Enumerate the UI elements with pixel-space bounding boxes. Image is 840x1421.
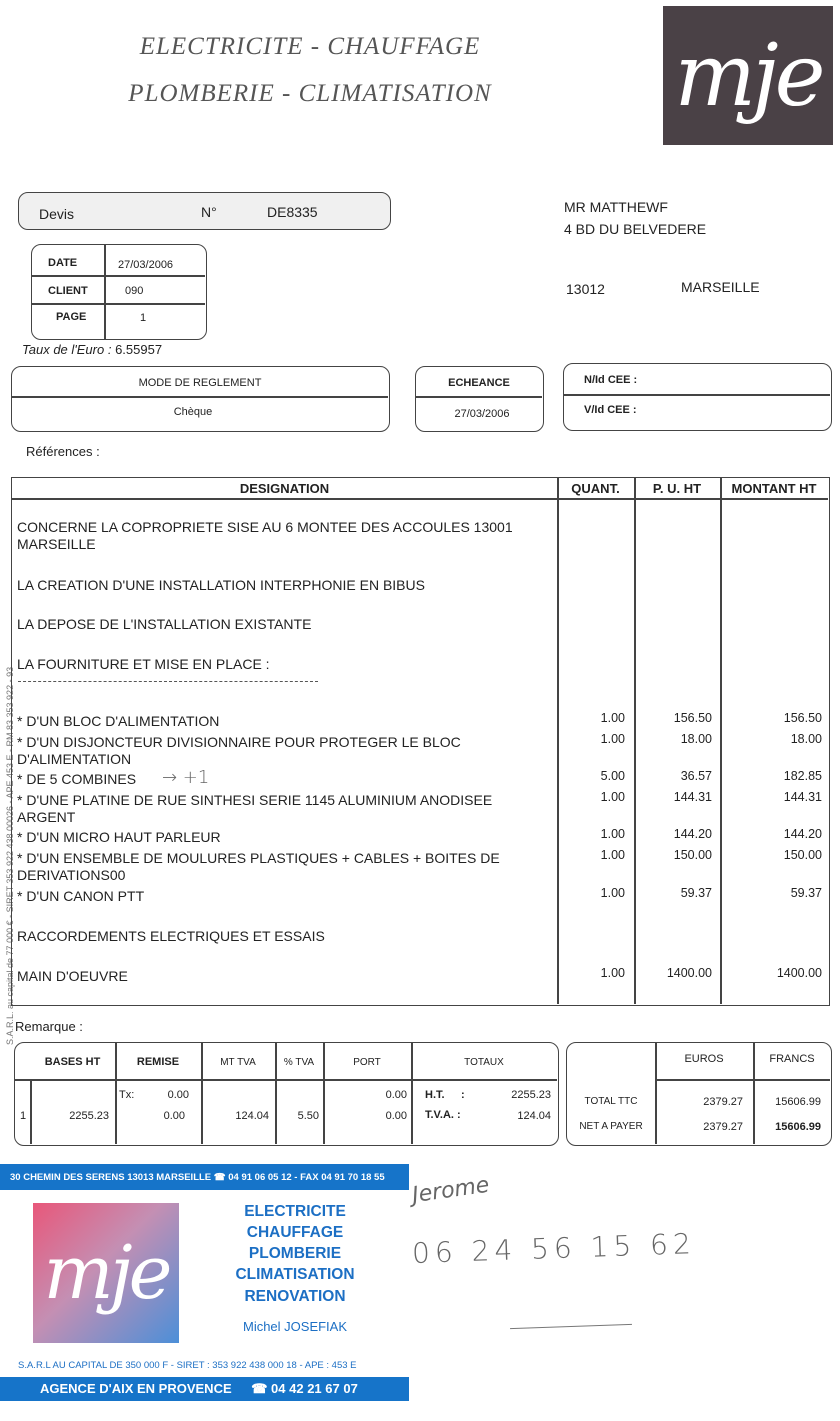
- tx-label: Tx:: [119, 1089, 135, 1101]
- table-row-designation: LA CREATION D'UNE INSTALLATION INTERPHONIE EN BIBUS: [17, 577, 425, 593]
- side-legal-text: S.A.R.L. au capital de 77 000 € - SIRET 353 922 438 00026 - APE 453 E - RM 83 353 922 - 93: [5, 666, 15, 1045]
- reglement-box: [11, 366, 390, 432]
- table-row-designation: * D'UN ENSEMBLE DE MOULURES PLASTIQUES + CABLES + BOITES DE DERIVATIONS00: [17, 850, 500, 883]
- card-address-bar: 30 CHEMIN DES SERENS 13013 MARSEILLE ☎ 04 91 06 05 12 - FAX 04 91 70 18 55: [0, 1164, 409, 1190]
- table-row-designation: * DE 5 COMBINES: [17, 771, 137, 787]
- row-quant: 1.00: [600, 848, 625, 862]
- net-francs: 15606.99: [775, 1121, 821, 1133]
- row-quant: 1.00: [600, 966, 625, 980]
- pct-tva-value: 5.50: [297, 1110, 319, 1122]
- row-montant: 144.20: [783, 827, 822, 841]
- bases-ht-value: 2255.23: [69, 1110, 109, 1122]
- row-pu: 150.00: [673, 848, 712, 862]
- row-quant: 1.00: [600, 711, 625, 725]
- port-value-2: 0.00: [385, 1110, 407, 1122]
- remarque-label: Remarque :: [15, 1019, 83, 1034]
- card-legal: S.A.R.L AU CAPITAL DE 350 000 F - SIRET : 353 922 438 000 18 - APE : 453 E: [18, 1360, 357, 1371]
- tva-label: T.V.A. :: [425, 1109, 461, 1121]
- card-service: PLOMBERIE: [248, 1245, 342, 1262]
- row-pu: 156.50: [673, 711, 712, 725]
- header-line-2: PLOMBERIE - CLIMATISATION: [128, 80, 492, 107]
- euro-rate: [22, 342, 162, 357]
- row-montant: 144.31: [783, 790, 822, 804]
- row-pu: 144.20: [673, 827, 712, 841]
- info-box: [31, 244, 207, 340]
- handwritten-phone: 06 24 56 15 62: [411, 1227, 697, 1270]
- reglement-label: MODE DE REGLEMENT: [138, 377, 262, 389]
- summary-box: [566, 1042, 832, 1146]
- underline-dashes: [18, 681, 318, 682]
- row-pu: 144.31: [673, 790, 712, 804]
- row-montant: 156.50: [783, 711, 822, 725]
- echeance-box: [415, 366, 544, 432]
- client-label: CLIENT: [48, 285, 88, 297]
- row-montant: 59.37: [790, 886, 822, 900]
- table-row-designation: MAIN D'OEUVRE: [17, 968, 128, 984]
- mt-tva-value: 124.04: [235, 1110, 269, 1122]
- handwritten-note: → +1: [162, 767, 210, 788]
- devis-label: Devis: [39, 206, 75, 222]
- header-remise: REMISE: [136, 1056, 180, 1068]
- card-service: ELECTRICITE: [244, 1203, 346, 1220]
- ttc-francs: 15606.99: [775, 1096, 821, 1108]
- row-montant: 1400.00: [776, 966, 822, 980]
- table-row-designation: LA DEPOSE DE L'INSTALLATION EXISTANTE: [17, 616, 312, 632]
- ht-label: H.T.: [425, 1089, 445, 1101]
- row-pu: 36.57: [680, 769, 712, 783]
- header-mt-tva: MT TVA: [220, 1057, 256, 1068]
- card-service: RENOVATION: [244, 1288, 346, 1305]
- row-montant: 150.00: [783, 848, 822, 862]
- ttc-euros: 2379.27: [703, 1096, 743, 1108]
- ht-value: 2255.23: [511, 1089, 551, 1101]
- card-service: CHAUFFAGE: [246, 1224, 344, 1241]
- page-value: 1: [140, 312, 147, 324]
- table-row-designation: * D'UN DISJONCTEUR DIVISIONNAIRE POUR PROTEGER LE BLOC D'ALIMENTATION: [17, 734, 461, 767]
- header-line-1: ELECTRICITE - CHAUFFAGE: [139, 33, 481, 60]
- row-quant: 1.00: [600, 732, 625, 746]
- agency-phone: ☎ 04 42 21 67 07: [251, 1381, 358, 1396]
- header-pct-tva: % TVA: [283, 1057, 315, 1068]
- recipient-postcode: 13012: [566, 281, 605, 297]
- card-logo: [33, 1203, 179, 1343]
- row-pu: 18.00: [680, 732, 712, 746]
- col-header-montant: MONTANT HT: [731, 481, 817, 496]
- euro-rate-value: 6.55957: [115, 342, 163, 357]
- reglement-value: Chèque: [173, 406, 213, 418]
- header-port: PORT: [353, 1057, 381, 1068]
- date-label: DATE: [48, 257, 78, 269]
- logo-text: mje: [674, 25, 822, 126]
- row-montant: 18.00: [790, 732, 822, 746]
- agency-name: AGENCE D'AIX EN PROVENCE: [40, 1381, 232, 1396]
- nid-cee-label: N/Id CEE :: [584, 374, 638, 386]
- tva-value: 124.04: [517, 1110, 551, 1122]
- card-logo-text: mje: [43, 1230, 169, 1316]
- table-row-designation: RACCORDEMENTS ELECTRIQUES ET ESSAIS: [17, 928, 325, 944]
- totals-box: [14, 1042, 559, 1146]
- company-logo: [663, 6, 833, 145]
- devis-box: [18, 192, 391, 230]
- col-header-quant: QUANT.: [571, 481, 620, 496]
- net-euros: 2379.27: [703, 1121, 743, 1133]
- row-montant: 182.85: [783, 769, 822, 783]
- cee-box: [563, 363, 832, 431]
- header-bases-ht: BASES HT: [44, 1056, 101, 1068]
- col-header-pu: P. U. HT: [652, 481, 702, 496]
- row-pu: 1400.00: [666, 966, 712, 980]
- echeance-value: 27/03/2006: [454, 408, 510, 420]
- euro-rate-label: Taux de l'Euro :: [22, 342, 112, 357]
- row-quant: 1.00: [600, 886, 625, 900]
- table-row-designation: CONCERNE LA COPROPRIETE SISE AU 6 MONTEE DES ACCOULES 13001 MARSEILLE: [17, 519, 513, 552]
- handwritten-name: Jerome: [410, 1172, 491, 1209]
- handwritten-line: [510, 1324, 632, 1329]
- remise-value: 0.00: [163, 1110, 185, 1122]
- net-label: NET A PAYER: [579, 1121, 643, 1132]
- euros-label: EUROS: [684, 1053, 724, 1065]
- references-label: Références :: [26, 444, 100, 459]
- table-row-designation: * D'UN MICRO HAUT PARLEUR: [17, 829, 221, 845]
- ttc-label: TOTAL TTC: [584, 1096, 638, 1107]
- table-row-designation: LA FOURNITURE ET MISE EN PLACE :: [17, 656, 270, 672]
- table-row-designation: * D'UNE PLATINE DE RUE SINTHESI SERIE 1145 ALUMINIUM ANODISEE ARGENT: [17, 792, 493, 825]
- recipient-city: MARSEILLE: [681, 279, 760, 295]
- vid-cee-label: V/Id CEE :: [584, 404, 637, 416]
- devis-number: DE8335: [267, 204, 318, 220]
- ht-separator: :: [461, 1089, 465, 1101]
- col-header-designation: DESIGNATION: [239, 481, 330, 496]
- row-pu: 59.37: [680, 886, 712, 900]
- card-agency-bar: [0, 1377, 409, 1401]
- port-value-1: 0.00: [385, 1089, 407, 1101]
- recipient-name: MR MATTHEWF: [564, 199, 668, 215]
- date-value: 27/03/2006: [118, 259, 174, 271]
- recipient-street: 4 BD DU BELVEDERE: [564, 221, 707, 237]
- line-number: 1: [20, 1110, 27, 1122]
- card-person: Michel JOSEFIAK: [242, 1319, 348, 1334]
- card-service: CLIMATISATION: [235, 1266, 355, 1283]
- tx-value: 0.00: [167, 1089, 189, 1101]
- table-row-designation: * D'UN BLOC D'ALIMENTATION: [17, 713, 220, 729]
- row-quant: 1.00: [600, 790, 625, 804]
- table-row-designation: * D'UN CANON PTT: [17, 888, 145, 904]
- row-quant: 5.00: [600, 769, 625, 783]
- header-totaux: TOTAUX: [464, 1057, 504, 1068]
- row-quant: 1.00: [600, 827, 625, 841]
- page-label: PAGE: [56, 311, 87, 323]
- devis-no-label: N°: [201, 204, 217, 220]
- echeance-label: ECHEANCE: [448, 377, 510, 389]
- client-value: 090: [125, 285, 144, 297]
- francs-label: FRANCS: [769, 1053, 815, 1065]
